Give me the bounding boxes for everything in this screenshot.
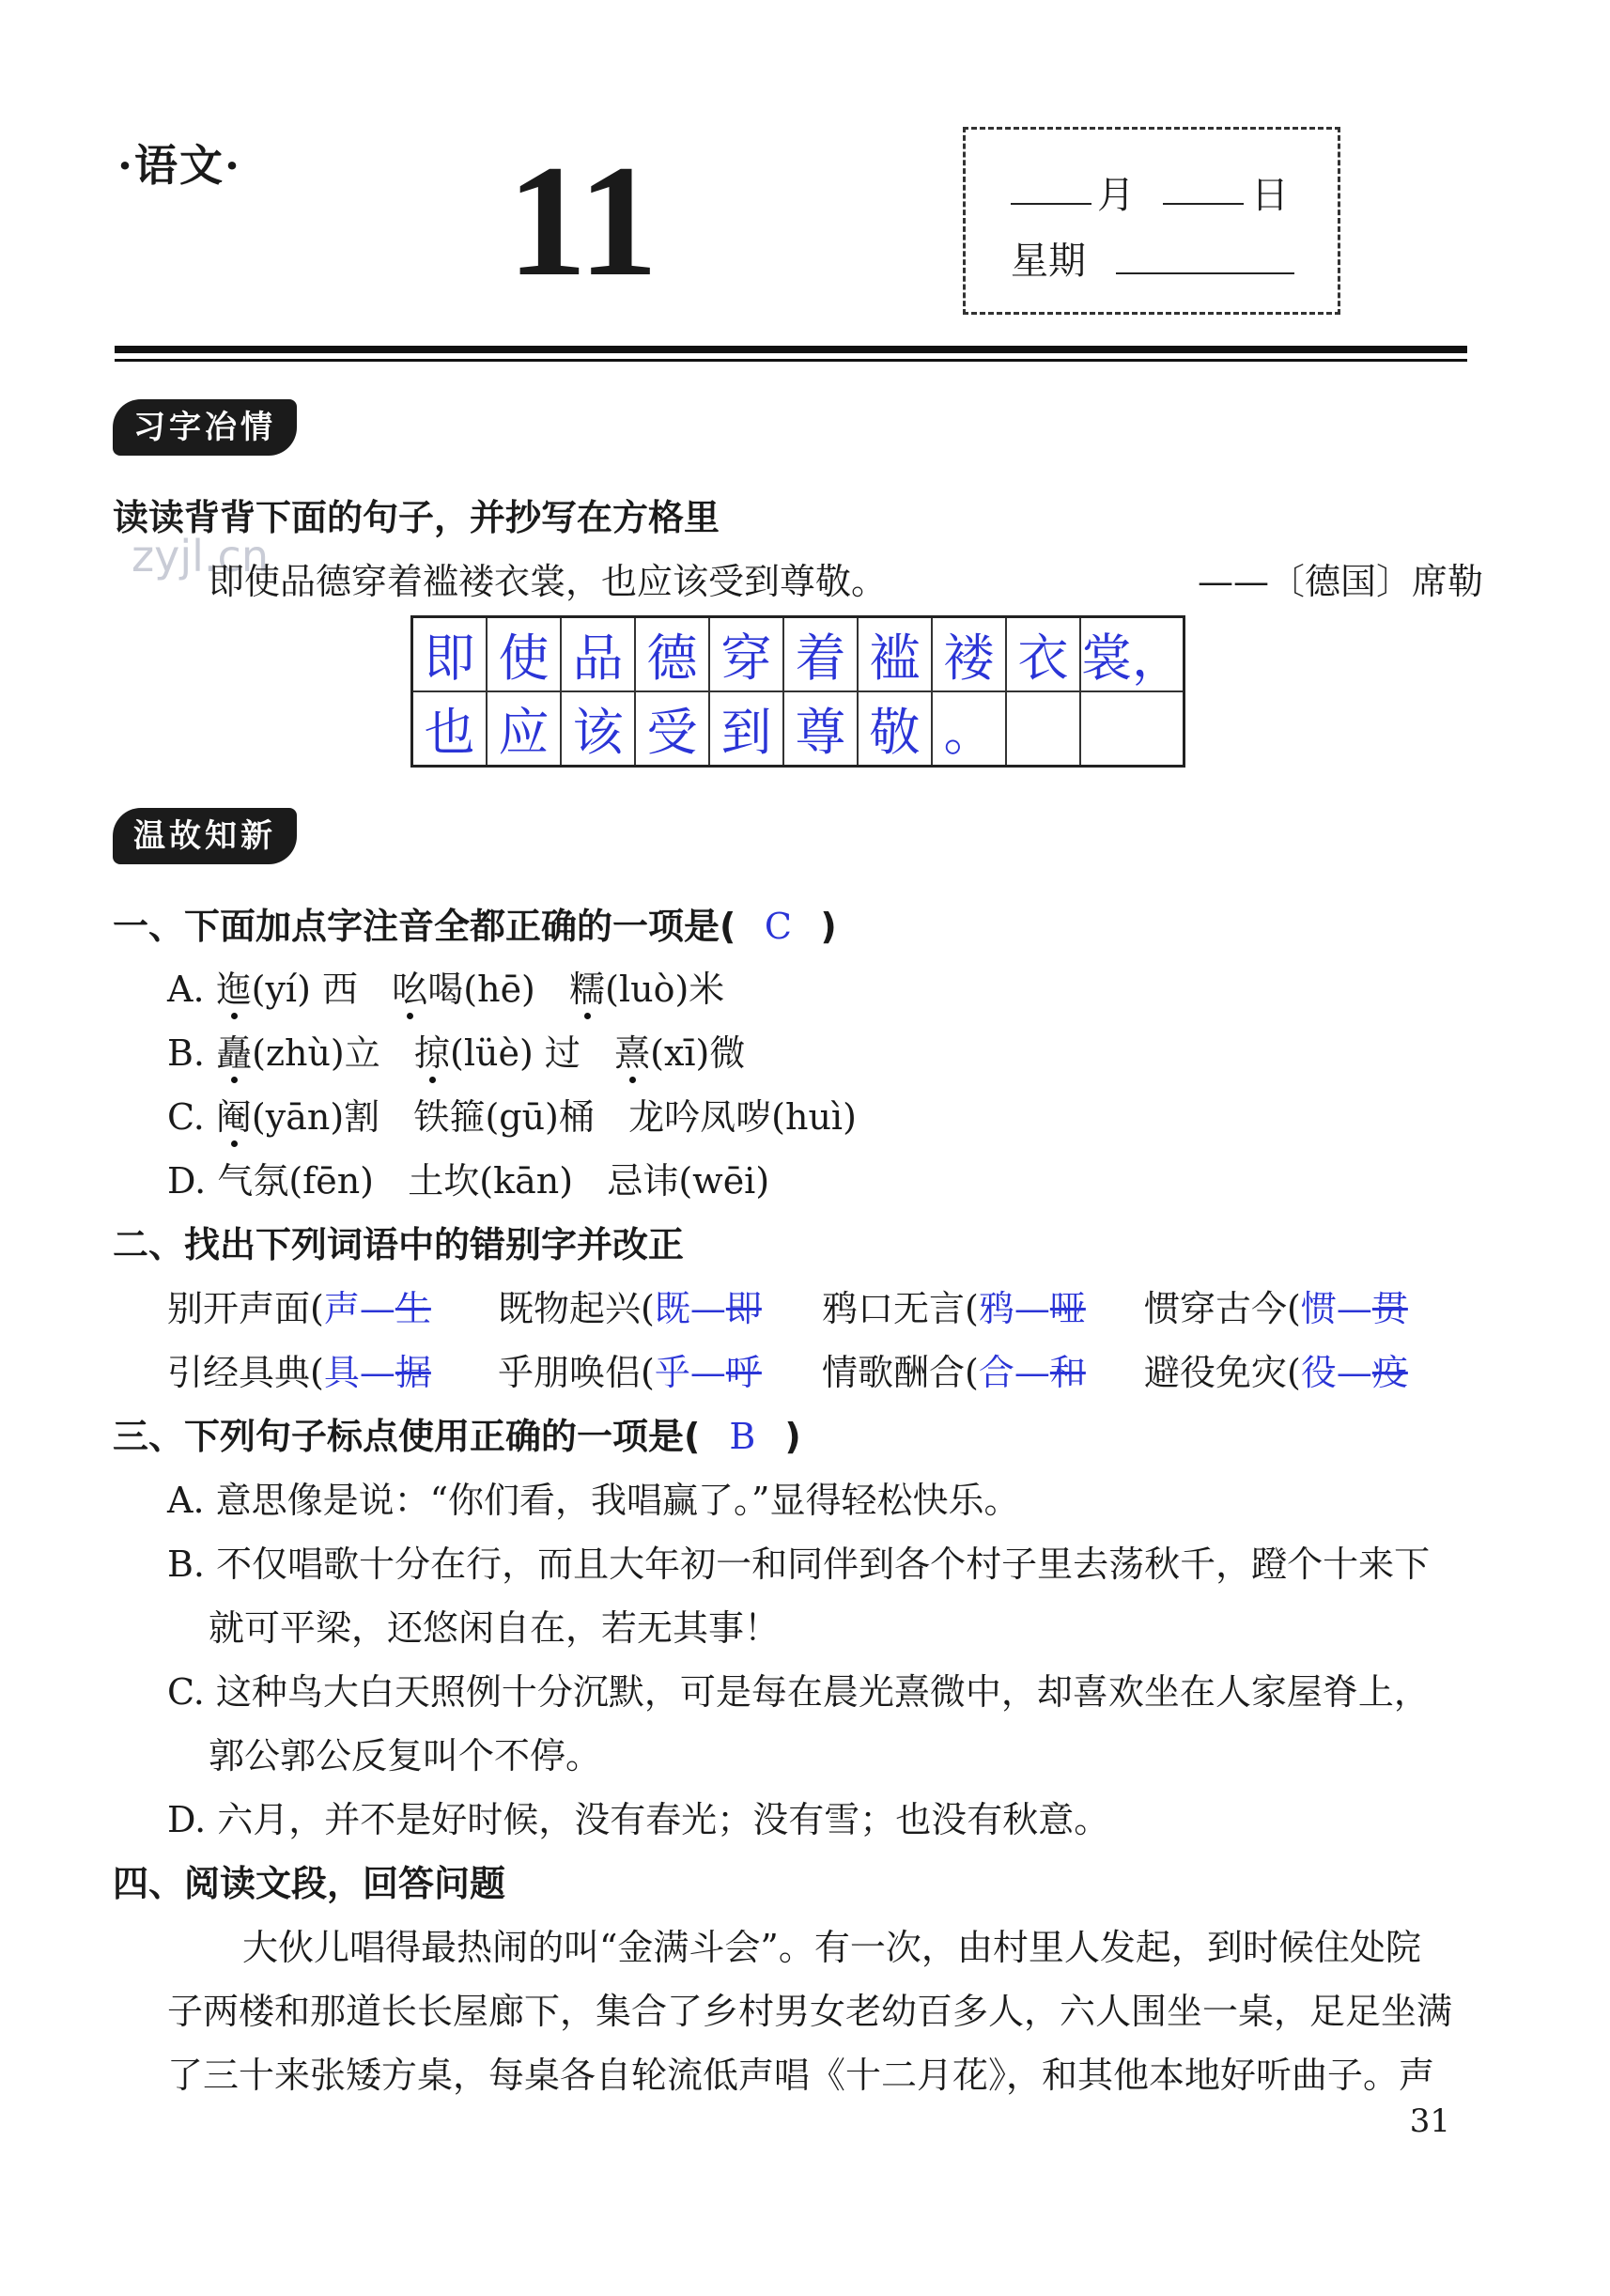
- option-letter: D.: [167, 1160, 207, 1202]
- q2-word: 惯穿古今(: [1144, 1288, 1301, 1329]
- q2-correction: [979, 1352, 1086, 1393]
- weekday-blank: [1116, 272, 1294, 274]
- q3-option-d: D. 六月，并不是好时候，没有春光；没有雪；也没有秋意。: [167, 1799, 1110, 1840]
- q3-stem-text: 三、下列句子标点使用正确的一项是(: [113, 1416, 701, 1457]
- dotted-char: 熹: [614, 1032, 651, 1074]
- copy-instruction: 读读背背下面的句子，并抄写在方格里: [113, 497, 720, 538]
- subject-label: ·语文·: [117, 140, 242, 191]
- right-char: 疫: [1371, 1352, 1408, 1393]
- q1-stem-text: 一、下面加点字注音全都正确的一项是(: [113, 906, 736, 947]
- q1-option-a: [167, 960, 724, 1012]
- q2-word: 避役免灾(: [1144, 1352, 1301, 1393]
- right-char: 即: [725, 1288, 762, 1329]
- dotted-char: 吆: [392, 969, 428, 1010]
- wrong-char: 惯: [1300, 1288, 1337, 1329]
- right-char: 和: [1049, 1352, 1086, 1393]
- q2-item: [498, 1343, 762, 1395]
- q2-correction: [1301, 1288, 1408, 1329]
- right-char: 生: [395, 1288, 431, 1329]
- header-rule-thin: [115, 359, 1467, 362]
- q1-option-c: [167, 1088, 857, 1140]
- correction-dash: —: [1336, 1288, 1372, 1329]
- grid-cell: 裳，: [1080, 617, 1184, 692]
- option-text: 忌: [607, 1160, 643, 1202]
- wrong-char: 既: [654, 1288, 690, 1329]
- option-text: 箍(gū)桶: [449, 1096, 595, 1138]
- grid-cell: 受: [635, 691, 709, 767]
- passage-line-1: 大伙儿唱得最热闹的叫“金满斗会”。有一次，由村里人发起，到时候住处院: [242, 1927, 1421, 1968]
- day-label: 日: [1251, 174, 1289, 217]
- q2-item: [822, 1280, 1086, 1331]
- option-text: 讳(wēi): [642, 1160, 770, 1202]
- q2-item: [167, 1343, 431, 1395]
- correction-dash: —: [689, 1352, 726, 1393]
- option-text: (xī)微: [650, 1032, 746, 1074]
- option-text: (yí) 西: [251, 969, 358, 1010]
- q4-stem: 四、阅读文段，回答问题: [113, 1863, 506, 1904]
- wrong-char: 乎: [654, 1352, 690, 1393]
- q2-word: 别开声面(: [167, 1288, 324, 1329]
- q2-item: [822, 1343, 1086, 1395]
- option-text: 气: [217, 1160, 254, 1202]
- section-badge-practice: 习字冶情: [113, 399, 297, 456]
- q2-correction: [324, 1352, 431, 1393]
- option-text: 哕(huì): [735, 1096, 857, 1138]
- wrong-char: 鸦: [978, 1288, 1014, 1329]
- right-char: 哑: [1049, 1288, 1086, 1329]
- grid-cell: 到: [709, 691, 783, 767]
- option-text: (lüè) 过: [450, 1032, 581, 1074]
- correction-dash: —: [1336, 1352, 1372, 1393]
- passage-line-2: 子两楼和那道长长屋廊下，集合了乡村男女老幼百多人，六人围坐一桌，足足坐满: [167, 1991, 1453, 2032]
- option-letter: A.: [167, 969, 205, 1010]
- date-box: [963, 127, 1340, 315]
- grid-cell: 敬: [858, 691, 932, 767]
- right-char: 据: [395, 1352, 431, 1393]
- grid-row: [412, 691, 1184, 767]
- q2-word: 乎朋唤侣(: [498, 1352, 655, 1393]
- option-text: 氛(fēn): [253, 1160, 374, 1202]
- q2-correction: [655, 1288, 762, 1329]
- q2-stem: 二、找出下列词语中的错别字并改正: [113, 1224, 685, 1265]
- correction-dash: —: [359, 1352, 395, 1393]
- grid-cell: 褛: [932, 617, 1006, 692]
- q3-option-c-line2: 郭公郭公反复叫个不停。: [209, 1735, 602, 1776]
- q1-option-d: [167, 1152, 769, 1203]
- q3-option-b-line2: 就可平梁，还悠闲自在，若无其事！: [209, 1607, 781, 1649]
- q2-word: 鸦口无言(: [822, 1288, 979, 1329]
- option-text: (zhù)立: [252, 1032, 380, 1074]
- q2-correction: [324, 1288, 431, 1329]
- q3-answer: B: [729, 1416, 756, 1457]
- grid-cell: 应: [487, 691, 561, 767]
- q3-option-a: A. 意思像是说：“你们看，我唱赢了。”显得轻松快乐。: [167, 1480, 1020, 1521]
- copy-grid: [410, 615, 1185, 768]
- option-text: 喝(hē): [427, 969, 535, 1010]
- option-text: (yān)割: [251, 1096, 380, 1138]
- correction-dash: —: [1014, 1288, 1050, 1329]
- option-text: (luò)米: [605, 969, 725, 1010]
- q2-word: 既物起兴(: [498, 1288, 655, 1329]
- q2-correction: [979, 1288, 1086, 1329]
- q1-close: ): [820, 906, 837, 947]
- grid-row: [412, 617, 1184, 692]
- grid-cell: 即: [412, 617, 488, 692]
- q1-stem: [113, 897, 837, 949]
- q2-word: 引经具典(: [167, 1352, 324, 1393]
- header-rule-thick: [115, 346, 1467, 353]
- correction-dash: —: [1014, 1352, 1050, 1393]
- dotted-char: 掠: [414, 1032, 451, 1074]
- q3-option-b-line1: B. 不仅唱歌十分在行，而且大年初一和同伴到各个村子里去荡秋千，蹬个十来下: [167, 1544, 1431, 1585]
- option-text: 土: [408, 1160, 444, 1202]
- grid-cell: 该: [561, 691, 635, 767]
- option-text: 坎(kān): [443, 1160, 574, 1202]
- option-letter: C.: [167, 1096, 205, 1138]
- lesson-number: 11: [507, 132, 658, 309]
- q2-correction: [1301, 1352, 1408, 1393]
- wrong-char: 役: [1300, 1352, 1337, 1393]
- q3-option-c-line1: C. 这种鸟大白天照例十分沉默，可是每在晨光熹微中，却喜欢坐在人家屋脊上，: [167, 1671, 1430, 1713]
- watermark: zyjl.cn: [132, 531, 269, 582]
- q2-correction: [655, 1352, 762, 1393]
- q2-item: [498, 1280, 762, 1331]
- q3-stem: [113, 1407, 801, 1459]
- q2-item: [167, 1280, 431, 1331]
- dotted-char: 迤: [215, 969, 252, 1010]
- grid-cell: 衣: [1006, 617, 1080, 692]
- wrong-char: 具: [323, 1352, 360, 1393]
- dotted-char: 矗: [216, 1032, 253, 1074]
- grid-cell: 德: [635, 617, 709, 692]
- month-blank: [1011, 203, 1091, 205]
- option-letter: B.: [167, 1032, 206, 1074]
- dotted-char: 阉: [215, 1096, 252, 1138]
- month-label: 月: [1097, 174, 1135, 217]
- quote-text: 即使品德穿着褴褛衣裳，也应该受到尊敬。: [209, 561, 888, 602]
- grid-cell: [1006, 691, 1080, 767]
- page-number: 31: [1409, 2102, 1450, 2140]
- grid-cell: 穿: [709, 617, 783, 692]
- q1-option-b: [167, 1024, 745, 1076]
- q2-word: 情歌酬合(: [822, 1352, 979, 1393]
- correction-dash: —: [359, 1288, 395, 1329]
- grid-cell: 也: [412, 691, 488, 767]
- dotted-char: 糯: [569, 969, 606, 1010]
- wrong-char: 声: [323, 1288, 360, 1329]
- grid-cell: [1080, 691, 1184, 767]
- passage-line-3: 了三十来张矮方桌，每桌各自轮流低声唱《十二月花》，和其他本地好听曲子。声: [167, 2055, 1435, 2096]
- q2-item: [1144, 1280, 1408, 1331]
- grid-cell: 品: [561, 617, 635, 692]
- day-blank: [1163, 203, 1244, 205]
- grid-cell: 。: [932, 691, 1006, 767]
- option-text: 龙吟凤: [628, 1096, 736, 1138]
- q2-item: [1144, 1343, 1408, 1395]
- wrong-char: 合: [978, 1352, 1014, 1393]
- q3-close: ): [784, 1416, 801, 1457]
- grid-cell: 褴: [858, 617, 932, 692]
- grid-cell: 使: [487, 617, 561, 692]
- grid-cell: 尊: [783, 691, 858, 767]
- right-char: 贯: [1371, 1288, 1408, 1329]
- section-badge-review: 温故知新: [113, 808, 297, 864]
- quote-source: ——〔德国〕席勒: [1198, 561, 1484, 602]
- option-text: 铁: [413, 1096, 450, 1138]
- grid-cell: 着: [783, 617, 858, 692]
- correction-dash: —: [689, 1288, 726, 1329]
- right-char: 呼: [725, 1352, 762, 1393]
- q1-answer: C: [764, 906, 792, 947]
- weekday-label: 星期: [1011, 240, 1086, 283]
